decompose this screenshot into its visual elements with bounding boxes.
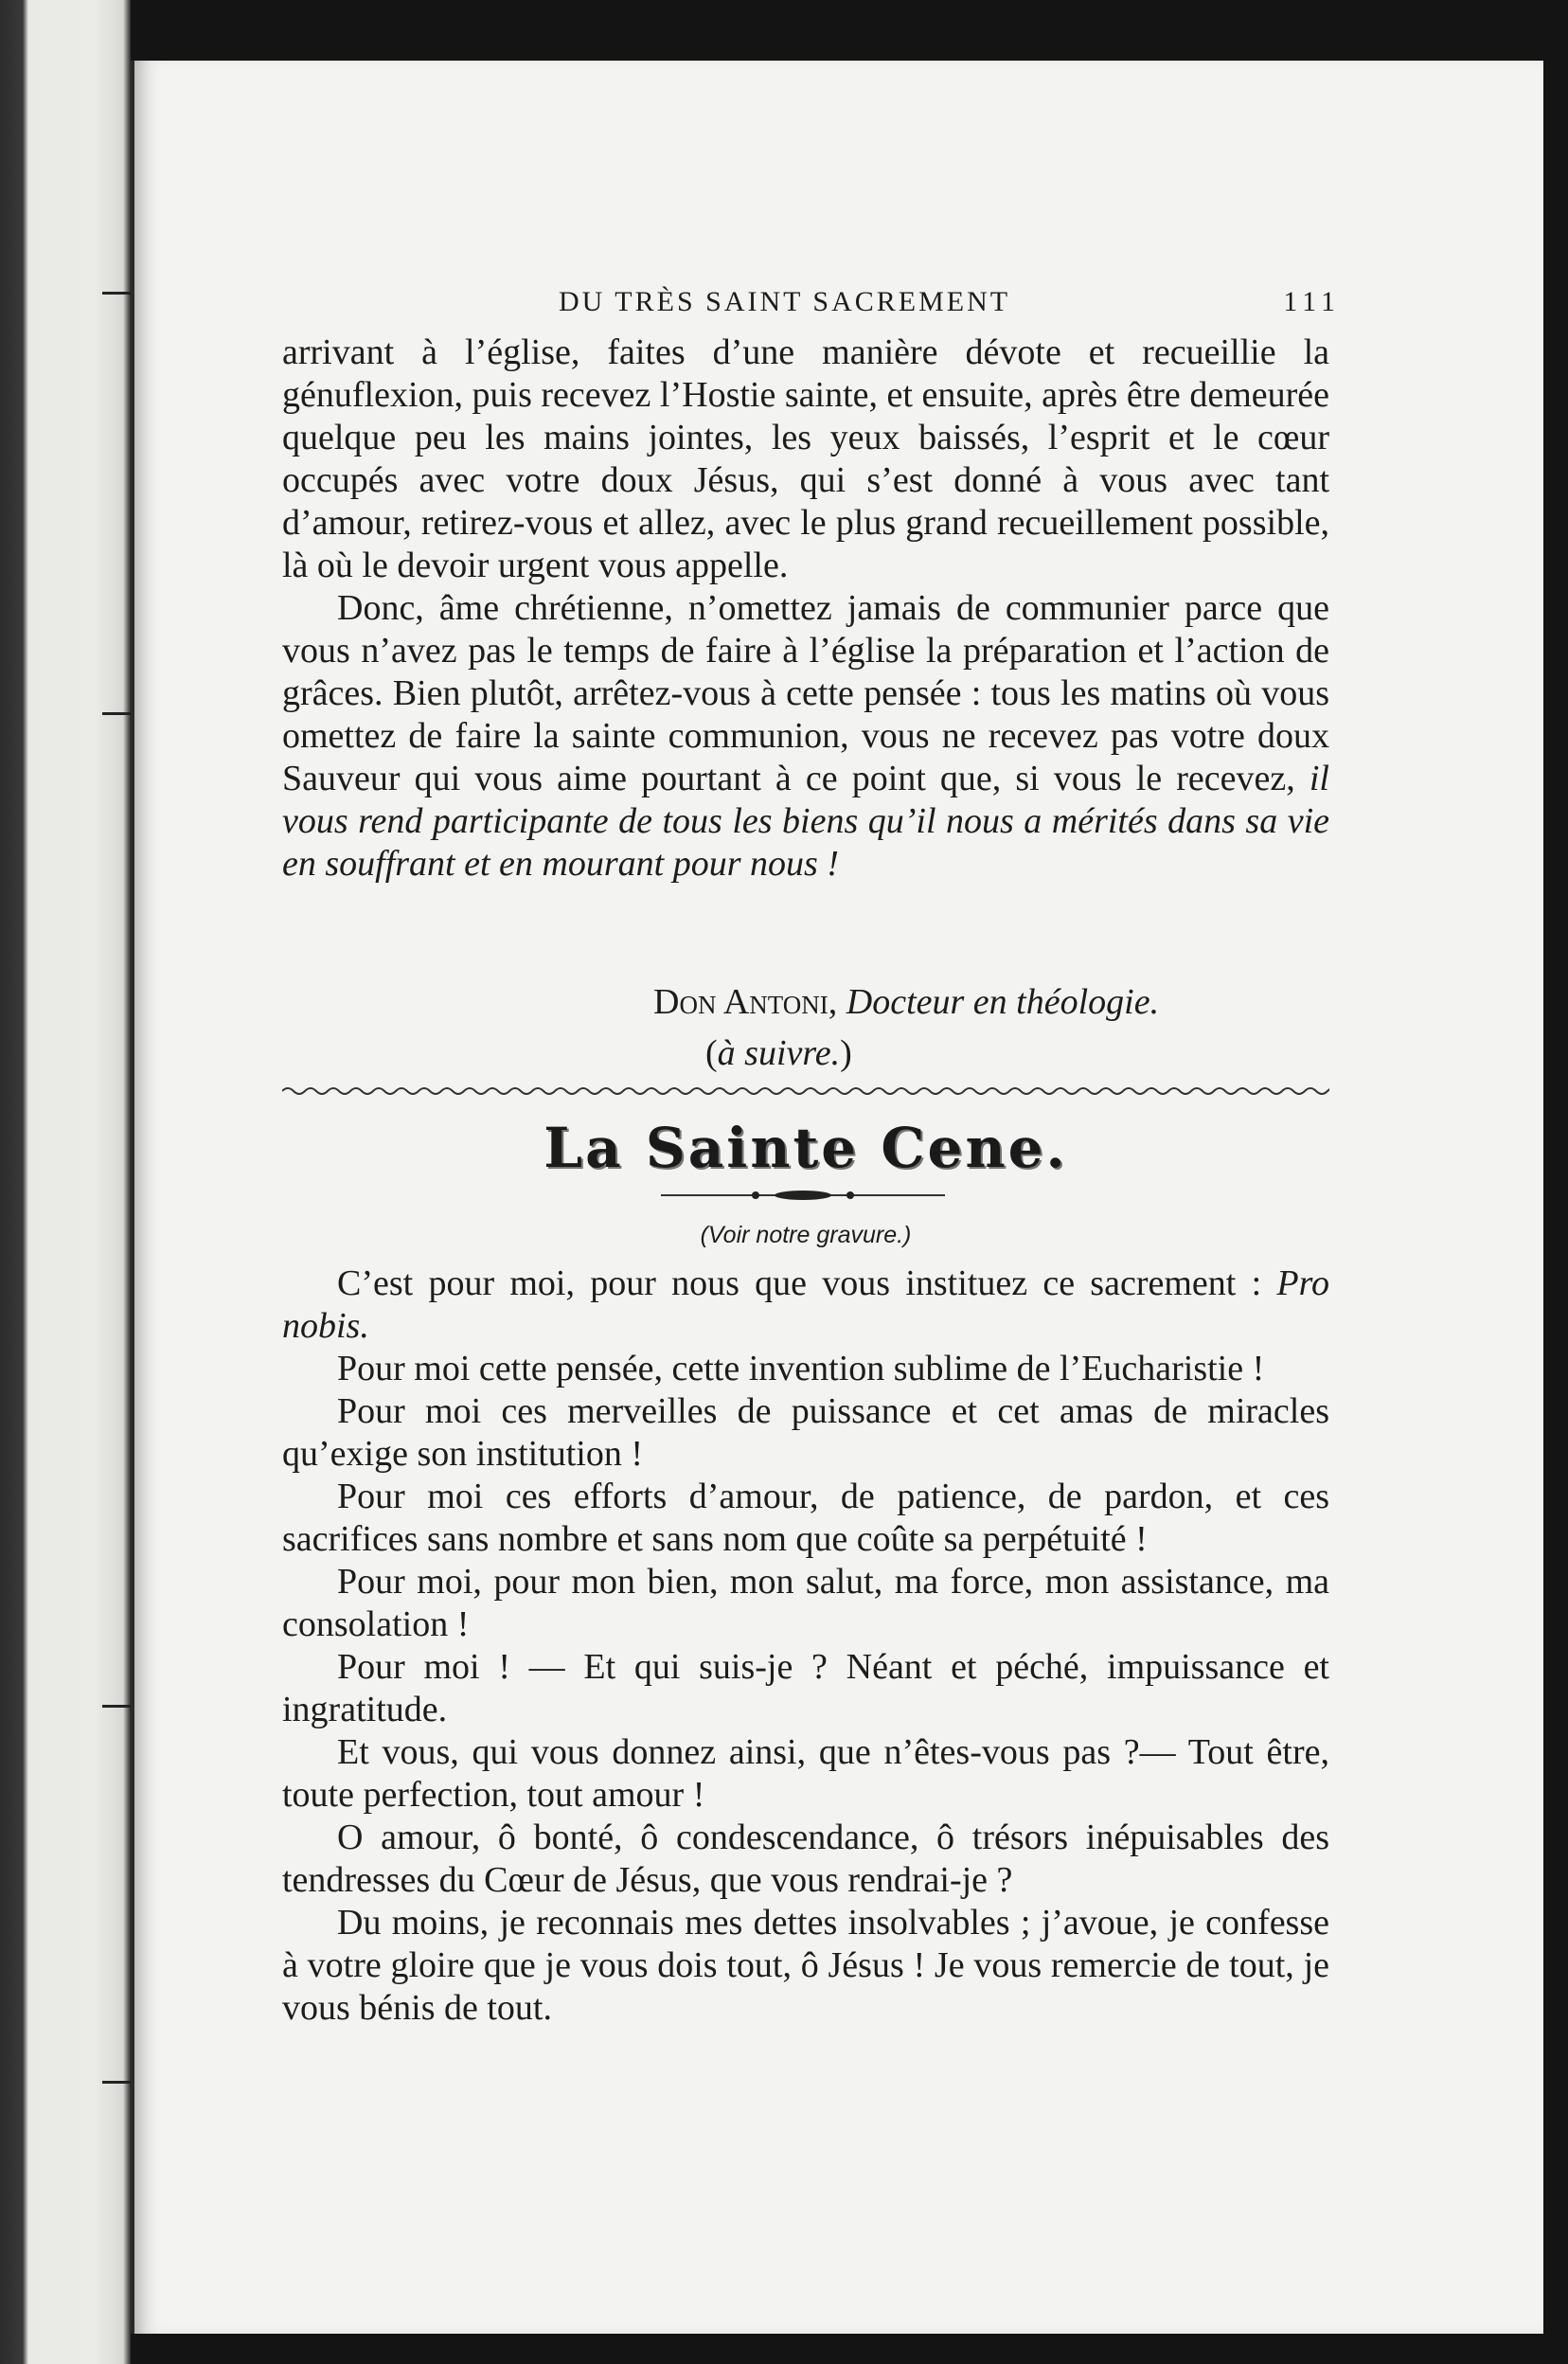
paragraph: Pour moi, pour mon bien, mon salut, ma force, mon assistance, ma consolation ! [282,1562,1329,1644]
title-ornament [661,1188,945,1203]
paragraph: O amour, ô bonté, ô condescendance, ô trésors inépuisables des tendresses du Cœur de Jésus, que vous rendrai-je ? [282,1818,1329,1900]
paragraph: arrivant à l’église, faites d’une manière dévote et recueillie la génuflexion, puis recevez l’Hostie sainte, et ensuite, après être demeurée quelque peu les mains jointes, les yeux baissés, l’esprit et le cœur occupés avec votre doux Jésus, qui s’est donné à vous avec tant d’amour, retirez-vous et allez, avec le plus grand recueillement possible, là où le devoir urgent vous appelle. [282,332,1329,585]
author-name: Don Antoni, [653,982,838,1022]
section-title: La Sainte Cene. [543,1116,1068,1180]
author-title: Docteur en théologie. [846,982,1160,1022]
paragraph: Pour moi ces efforts d’amour, de patience, de pardon, et ces sacrifices sans nombre et sans nom que coûte sa perpétuité ! [282,1477,1329,1559]
wavy-divider [282,1080,1329,1102]
paragraph-text: Donc, âme chrétienne, n’omettez jamais de communier parce que vous n’avez pas le temps de faire à l’église la préparation et l’action de grâces. Bien plutôt, arrêtez-vous à cette pensée : tous les matins où vous omettez de faire la sainte communion, vous ne recevez pas votre doux Sauveur qui vous aime pourtant à ce point que, si vous le recevez, [282,588,1329,798]
signature [653,981,1159,1024]
paragraph: Pour moi cette pensée, cette invention sublime de l’Eucharistie ! [337,1349,1265,1388]
page-number: 111 [1283,286,1341,317]
paragraph: Pour moi ! — Et qui suis-je ? Néant et péché, impuissance et ingratitude. [282,1647,1329,1729]
section-subtitle: (Voir notre gravure.) [700,1222,912,1248]
paragraph [282,587,1329,886]
paragraph: Et vous, qui vous donnez ainsi, que n’êtes-vous pas ?— Tout être, toute perfection, tout amour ! [282,1732,1329,1815]
running-head: DU TRÈS SAINT SACREMENT [559,286,1011,317]
paragraph-italic-text: il vous rend participante de tous les biens qu’il nous a mérités dans sa vie en souffrant et en mourant pour nous ! [282,759,1329,884]
book-gutter [0,0,131,2364]
article-continuation [282,331,1329,886]
paragraph: Pour moi ces merveilles de puissance et cet amas de miracles qu’exige son institution ! [282,1391,1329,1474]
continued-note: (à suivre.) [705,1033,852,1073]
paragraph: C’est pour moi, pour nous que vous instituez ce sacrement : Pro nobis. [282,1263,1329,1346]
page-header [282,282,1341,320]
continued-note-text: à suivre. [717,1033,841,1073]
article-body [282,1263,1329,2030]
latin-phrase: Pro nobis. [282,1263,1329,1346]
paragraph: Du moins, je reconnais mes dettes insolvables ; j’avoue, je confesse à votre gloire que je vous dois tout, ô Jésus ! Je vous remercie de tout, je vous bénis de tout. [282,1903,1329,2028]
